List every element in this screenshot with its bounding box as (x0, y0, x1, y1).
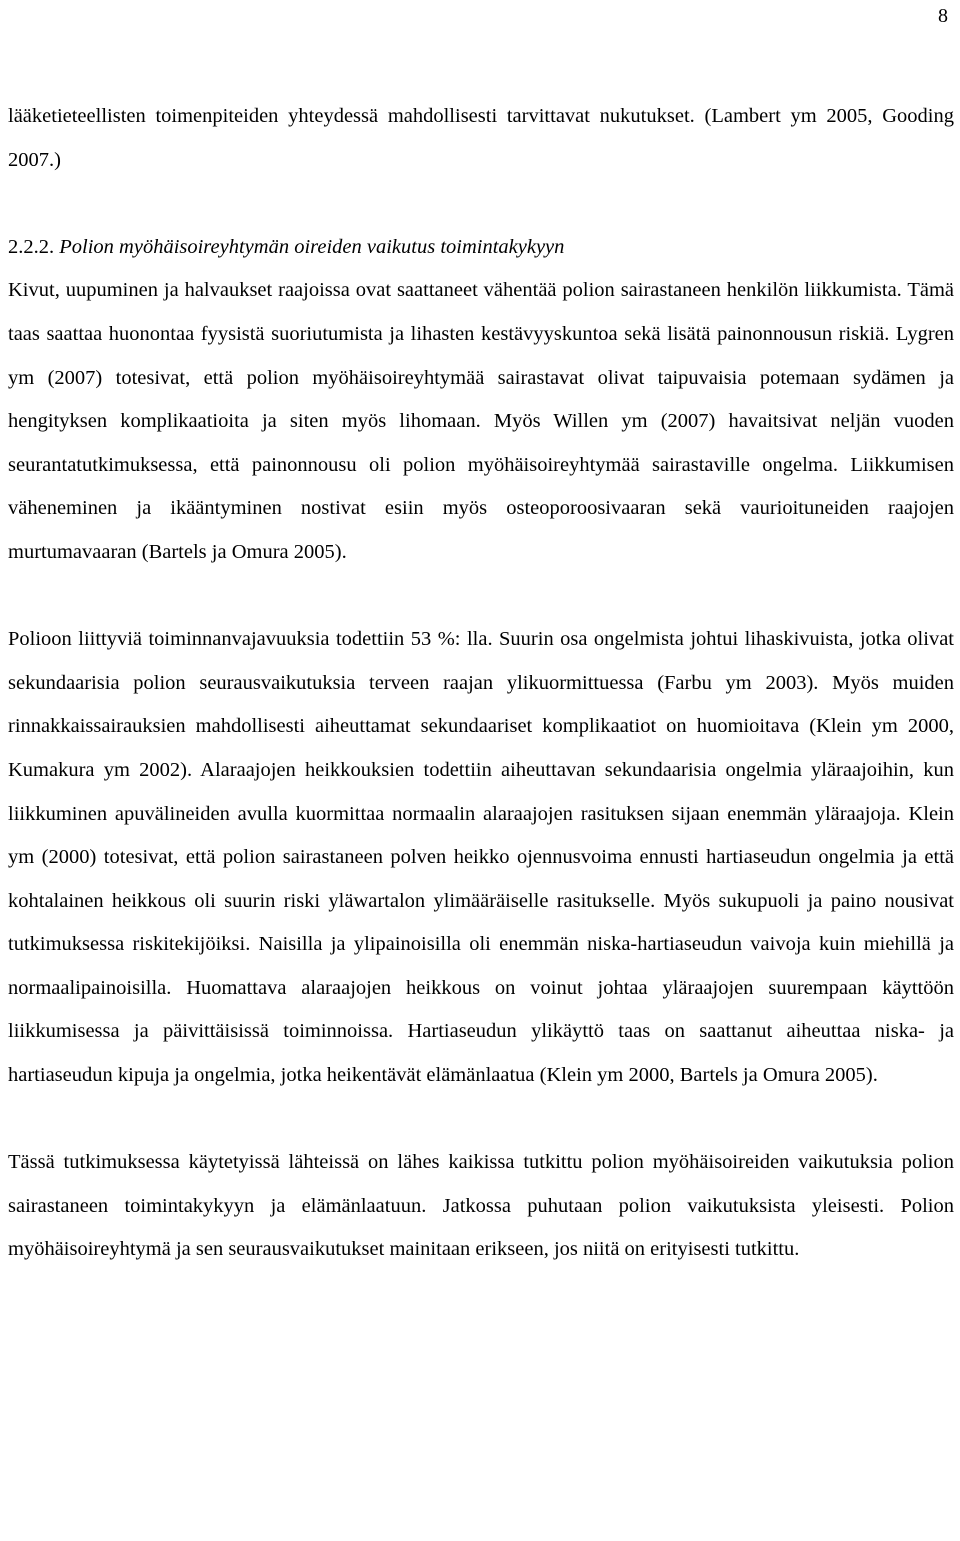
document-body (8, 95, 954, 1272)
intro-paragraph: lääketieteellisten toimenpiteiden yhteydessä mahdollisesti tarvittavat nukutukset. (Lambert ym 2005, Gooding 2007.) (8, 105, 954, 171)
body-paragraph-1: Kivut, uupuminen ja halvaukset raajoissa ovat saattaneet vähentää polion sairastaneen henkilön liikkumista. Tämä taas saattaa huonontaa fyysistä suoriutumista ja lihasten kestävyyskuntoa sekä lisätä painonnousun riskiä. Lygren ym (2007) totesivat, että polion myöhäisoireyhtymää sairastavat olivat taipuvaisia potemaan sydämen ja hengityksen komplikaatioita ja siten myös lihomaan. Myös Willen ym (2007) havaitsivat neljän vuoden seurantatutkimuksessa, että painonnousu oli polion myöhäisoireyhtymää sairastaville ongelma. Liikkumisen väheneminen ja ikääntyminen nostivat esiin myös osteoporoosivaaran sekä vaurioituneiden raajojen murtumavaaran (Bartels ja Omura 2005). (8, 279, 954, 563)
section-number: 2.2.2. (8, 235, 55, 258)
body-paragraph-2: Polioon liittyviä toiminnanvajavuuksia todettiin 53 %: lla. Suurin osa ongelmista johtui lihaskivuista, jotka olivat sekundaarisia polion seurausvaikutuksia terveen raajan ylikuormittuessa (Farbu ym 2003). Myös muiden rinnakkaissairauksien mahdollisesti aiheuttamat sekundaariset komplikaatiot on huomioitava (Klein ym 2000, Kumakura ym 2002). Alaraajojen heikkouksien todettiin aiheuttavan sekundaarisia ongelmia yläraajoihin, kun liikkuminen apuvälineiden avulla kuormittaa normaalin alaraajojen rasituksen sijaan enemmän yläraajoja. Klein ym (2000) totesivat, että polion sairastaneen polven heikko ojennusvoima ennusti hartiaseudun ongelmia ja että kohtalainen heikkous oli suurin riski yläwartalon ylimääräiselle rasitukselle. Myös sukupuoli ja paino nousivat tutkimuksessa riskitekijöiksi. Naisilla ja ylipainoisilla oli enemmän niska-hartiaseudun vaivoja kuin miehillä ja normaalipainoisilla. Huomattava alaraajojen heikkous on voinut johtaa yläraajojen suurempaan käyttöön liikkumisessa ja päivittäisissä toiminnoissa. Hartiaseudun ylikäyttö taas on saattanut aiheuttaa niska- ja hartiaseudun kipuja ja ongelmia, jotka heikentävät elämänlaatua (Klein ym 2000, Bartels ja Omura 2005). (8, 628, 954, 1087)
body-paragraph-3: Tässä tutkimuksessa käytetyissä lähteissä on lähes kaikissa tutkittu polion myöhäisoireiden vaikutuksia polion sairastaneen toimintakykyyn ja elämänlaatuun. Jatkossa puhutaan polion vaikutuksista yleisesti. Polion myöhäisoireyhtymä ja sen seurausvaikutukset mainitaan erikseen, jos niitä on erityisesti tutkittu. (8, 1151, 954, 1261)
section-heading (8, 226, 954, 270)
section-title: Polion myöhäisoireyhtymän oireiden vaikutus toimintakykyyn (59, 235, 565, 258)
page-number: 8 (938, 5, 948, 27)
